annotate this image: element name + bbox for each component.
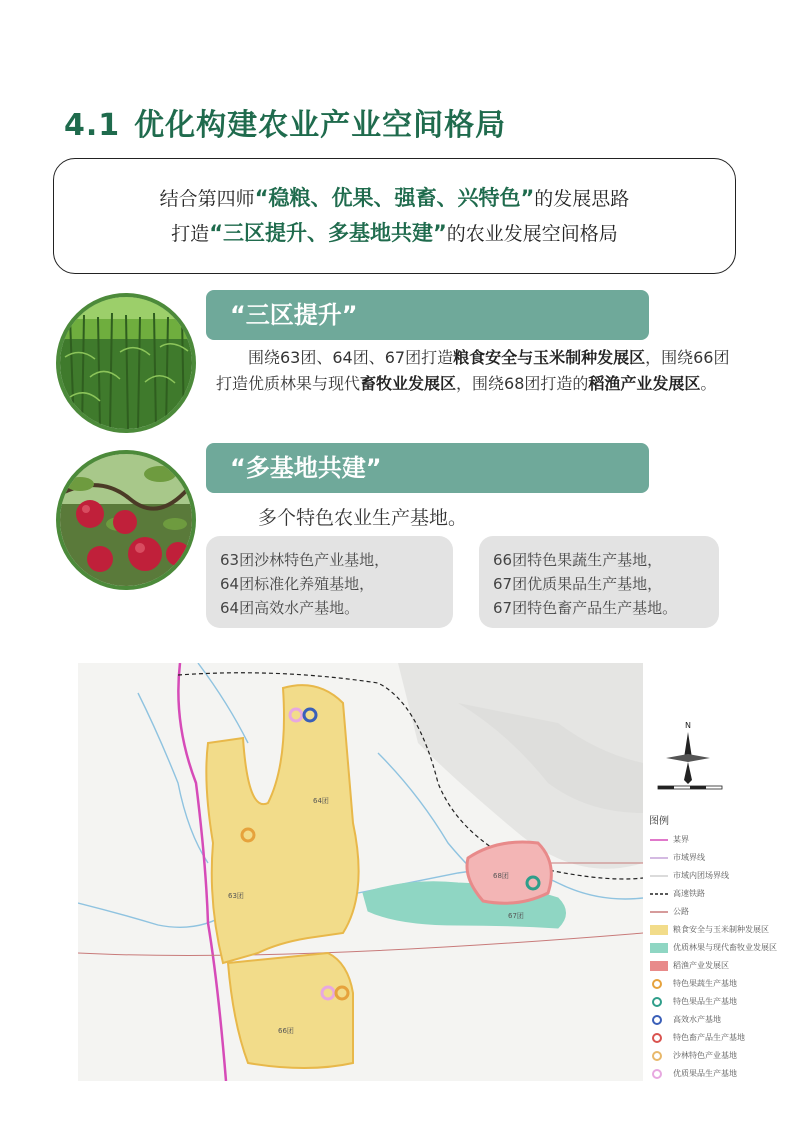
intro-highlight: “稳粮、优果、强畜、兴特色” <box>254 186 535 210</box>
map-label: 67团 <box>508 912 524 920</box>
map-label: 68团 <box>493 872 509 880</box>
north-arrow-icon <box>654 718 724 798</box>
legend-item <box>649 921 769 939</box>
legend-label: 高效水产基地 <box>673 1015 721 1024</box>
legend-label: 特色畜产品生产基地 <box>673 1033 745 1042</box>
legend-symbol <box>649 1031 669 1045</box>
intro-text: 的发展思路 <box>534 188 630 210</box>
intro-text: 的农业发展空间格局 <box>446 223 618 245</box>
legend-label: 优质果品生产基地 <box>673 1069 737 1078</box>
list-item: 64团标准化养殖基地， <box>220 575 375 593</box>
legend-symbol <box>649 1049 669 1063</box>
page-title <box>64 100 506 144</box>
list-item: 67团优质果品生产基地， <box>493 575 663 593</box>
base-list-right <box>479 536 719 628</box>
apple-image <box>56 450 196 590</box>
legend-item <box>649 1029 745 1047</box>
list-item: 64团高效水产基地。 <box>220 599 360 617</box>
intro-line-2 <box>54 216 735 251</box>
para-text: ，围绕68团打造的 <box>456 374 589 393</box>
intro-text: 打造 <box>171 223 210 245</box>
list-item: 66团特色果蔬生产基地， <box>493 551 663 569</box>
para-bold: 稻渔产业发展区 <box>588 374 701 393</box>
legend-item <box>649 975 737 993</box>
agriculture-layout-map <box>78 663 643 1081</box>
legend-item <box>649 903 689 921</box>
legend-label: 某界 <box>673 835 689 844</box>
legend-label: 优质林果与现代畜牧业发展区 <box>673 943 777 952</box>
para-bold: 畜牧业发展区 <box>360 374 457 393</box>
map-legend <box>649 812 777 1083</box>
map-label: 64团 <box>313 797 329 805</box>
legend-item <box>649 1011 721 1029</box>
legend-symbol <box>649 869 669 883</box>
map-label: 66团 <box>278 1027 294 1035</box>
legend-label: 特色果品生产基地 <box>673 997 737 1006</box>
legend-label: 高速铁路 <box>673 889 705 898</box>
legend-title: 图例 <box>649 816 669 827</box>
intro-text: 结合第四师 <box>159 188 255 210</box>
zone-red <box>467 842 551 903</box>
legend-symbol <box>649 905 669 919</box>
legend-item <box>649 1065 737 1083</box>
legend-item <box>649 831 689 849</box>
legend-label: 粮食安全与玉米制种发展区 <box>673 925 769 934</box>
base-list-left <box>206 536 453 628</box>
legend-item <box>649 1047 737 1065</box>
legend-item <box>649 993 737 1011</box>
legend-item <box>649 957 729 975</box>
legend-item <box>649 885 705 903</box>
legend-symbol <box>649 851 669 865</box>
legend-symbol <box>649 923 669 937</box>
legend-item <box>649 867 729 885</box>
legend-symbol <box>649 887 669 901</box>
para-bold: 粮食安全与玉米制种发展区 <box>453 348 646 367</box>
list-item: 63团沙林特色产业基地， <box>220 551 390 569</box>
intro-line-1 <box>54 181 735 216</box>
legend-label: 特色果蔬生产基地 <box>673 979 737 988</box>
banner-heading: “三区提升” <box>230 301 358 329</box>
para-text: 。 <box>700 374 717 393</box>
legend-symbol <box>649 941 669 955</box>
legend-item <box>649 849 705 867</box>
legend-symbol <box>649 1013 669 1027</box>
map-label: 63团 <box>228 892 244 900</box>
legend-label: 市域界线 <box>673 853 705 862</box>
para-text: 围绕63团、64团、67团打造 <box>248 348 454 367</box>
zone-yellow-south <box>228 953 353 1068</box>
duojidi-subtitle: 多个特色农业生产基地。 <box>258 507 468 529</box>
legend-symbol <box>649 977 669 991</box>
sanqu-paragraph <box>216 345 736 397</box>
legend-label: 市域内团场界线 <box>673 871 729 880</box>
banner-heading: “多基地共建” <box>230 454 382 482</box>
legend-symbol <box>649 833 669 847</box>
legend-symbol <box>649 959 669 973</box>
legend-symbol <box>649 1067 669 1081</box>
legend-label: 公路 <box>673 907 689 916</box>
section-title: 优化构建农业产业空间格局 <box>134 108 507 143</box>
section-banner-duojidi <box>206 443 649 493</box>
legend-item <box>649 939 777 957</box>
section-number: 4.1 <box>64 108 121 143</box>
section-banner-sanqu <box>206 290 649 340</box>
legend-label: 稻渔产业发展区 <box>673 961 729 970</box>
cornfield-image <box>56 293 196 433</box>
intro-box <box>53 158 736 274</box>
list-item: 67团特色畜产品生产基地。 <box>493 599 678 617</box>
para-text: ，围绕66团打造优质林果与现代 <box>216 348 730 393</box>
legend-label: 沙林特色产业基地 <box>673 1051 737 1060</box>
intro-highlight: “三区提升、多基地共建” <box>209 221 447 245</box>
legend-symbol <box>649 995 669 1009</box>
north-label: N <box>685 721 691 730</box>
